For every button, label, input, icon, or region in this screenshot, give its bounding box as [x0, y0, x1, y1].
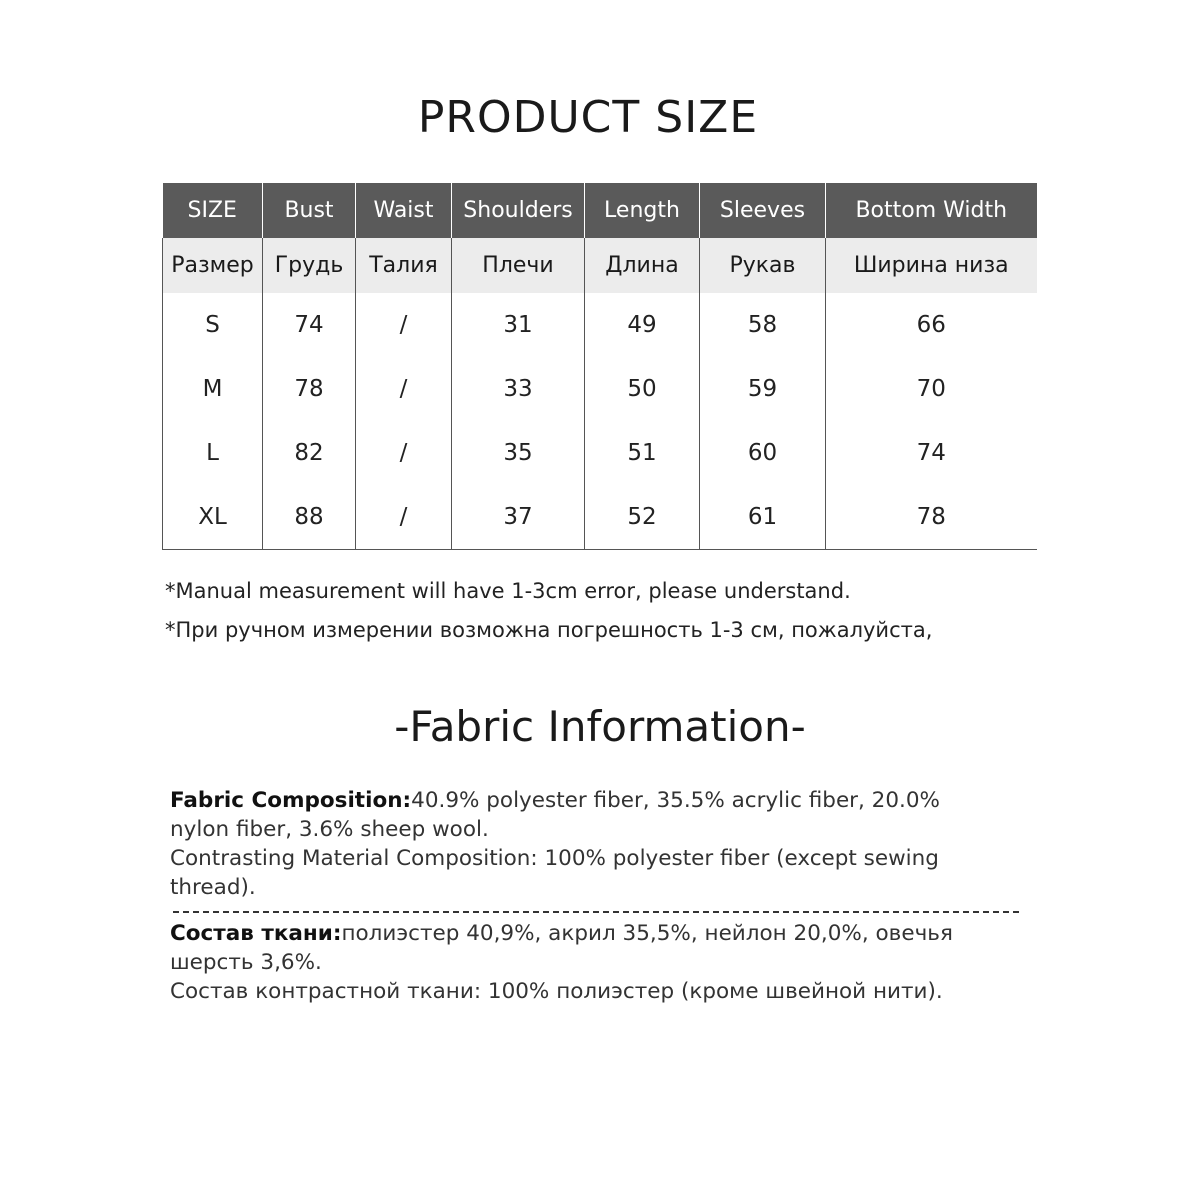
table-row	[163, 421, 1037, 485]
column-header-size-ru: Размер	[163, 238, 263, 293]
column-header-length: Length	[585, 183, 700, 238]
column-header-size: SIZE	[163, 183, 263, 238]
table-cell: /	[356, 357, 452, 421]
column-header-waist-ru: Талия	[356, 238, 452, 293]
table-cell: /	[356, 421, 452, 485]
table-cell: L	[163, 421, 263, 485]
column-header-bust: Bust	[263, 183, 356, 238]
column-header-bottom-width-ru: Ширина низа	[826, 238, 1037, 293]
table-cell: 58	[700, 293, 826, 357]
table-cell: 37	[452, 485, 585, 550]
table-cell: 51	[585, 421, 700, 485]
size-table	[162, 183, 1037, 550]
table-cell: /	[356, 485, 452, 550]
table-cell: 33	[452, 357, 585, 421]
fabric-info-ru	[170, 919, 980, 1006]
fabric-composition-label-ru: Состав ткани:	[170, 921, 342, 946]
column-header-shoulders: Shoulders	[452, 183, 585, 238]
table-cell: M	[163, 357, 263, 421]
table-cell: 78	[826, 485, 1037, 550]
header-row-en	[163, 183, 1037, 238]
column-header-length-ru: Длина	[585, 238, 700, 293]
table-cell: 60	[700, 421, 826, 485]
table-row	[163, 485, 1037, 550]
column-header-bust-ru: Грудь	[263, 238, 356, 293]
table-row	[163, 293, 1037, 357]
table-cell: 88	[263, 485, 356, 550]
section-divider	[173, 911, 1019, 913]
header-row-ru	[163, 238, 1037, 293]
measurement-note-ru: *При ручном измерении возможна погрешность 1-3 см, пожалуйста,	[165, 618, 933, 642]
table-cell: /	[356, 293, 452, 357]
table-cell: 49	[585, 293, 700, 357]
table-cell: S	[163, 293, 263, 357]
table-cell: 59	[700, 357, 826, 421]
table-cell: 74	[263, 293, 356, 357]
column-header-waist: Waist	[356, 183, 452, 238]
page-title: PRODUCT SIZE	[417, 92, 759, 143]
column-header-bottom-width: Bottom Width	[826, 183, 1037, 238]
table-cell: 66	[826, 293, 1037, 357]
contrast-composition-en: Contrasting Material Composition: 100% polyester fiber (except sewing thread).	[170, 846, 939, 900]
column-header-sleeves: Sleeves	[700, 183, 826, 238]
table-cell: 74	[826, 421, 1037, 485]
contrast-composition-ru: Состав контрастной ткани: 100% полиэстер (кроме швейной нити).	[170, 979, 943, 1004]
table-cell: XL	[163, 485, 263, 550]
fabric-composition-value: 40.9% polyester fiber, 35.5% acrylic fiber, 20.0% nylon fiber, 3.6% sheep wool.	[170, 788, 940, 842]
table-cell: 50	[585, 357, 700, 421]
table-cell: 35	[452, 421, 585, 485]
fabric-composition-en	[170, 786, 980, 844]
column-header-shoulders-ru: Плечи	[452, 238, 585, 293]
fabric-section-title: -Fabric Information-	[394, 702, 806, 751]
fabric-composition-ru	[170, 919, 980, 977]
table-cell: 31	[452, 293, 585, 357]
fabric-composition-label: Fabric Composition:	[170, 788, 412, 813]
table-cell: 52	[585, 485, 700, 550]
table-cell: 61	[700, 485, 826, 550]
table-cell: 70	[826, 357, 1037, 421]
measurement-note-en: *Manual measurement will have 1-3cm error, please understand.	[165, 579, 851, 603]
column-header-sleeves-ru: Рукав	[700, 238, 826, 293]
fabric-composition-value-ru: полиэстер 40,9%, акрил 35,5%, нейлон 20,0%, овечья шерсть 3,6%.	[170, 921, 953, 975]
table-cell: 78	[263, 357, 356, 421]
table-row	[163, 357, 1037, 421]
fabric-info-en	[170, 786, 980, 902]
table-cell: 82	[263, 421, 356, 485]
